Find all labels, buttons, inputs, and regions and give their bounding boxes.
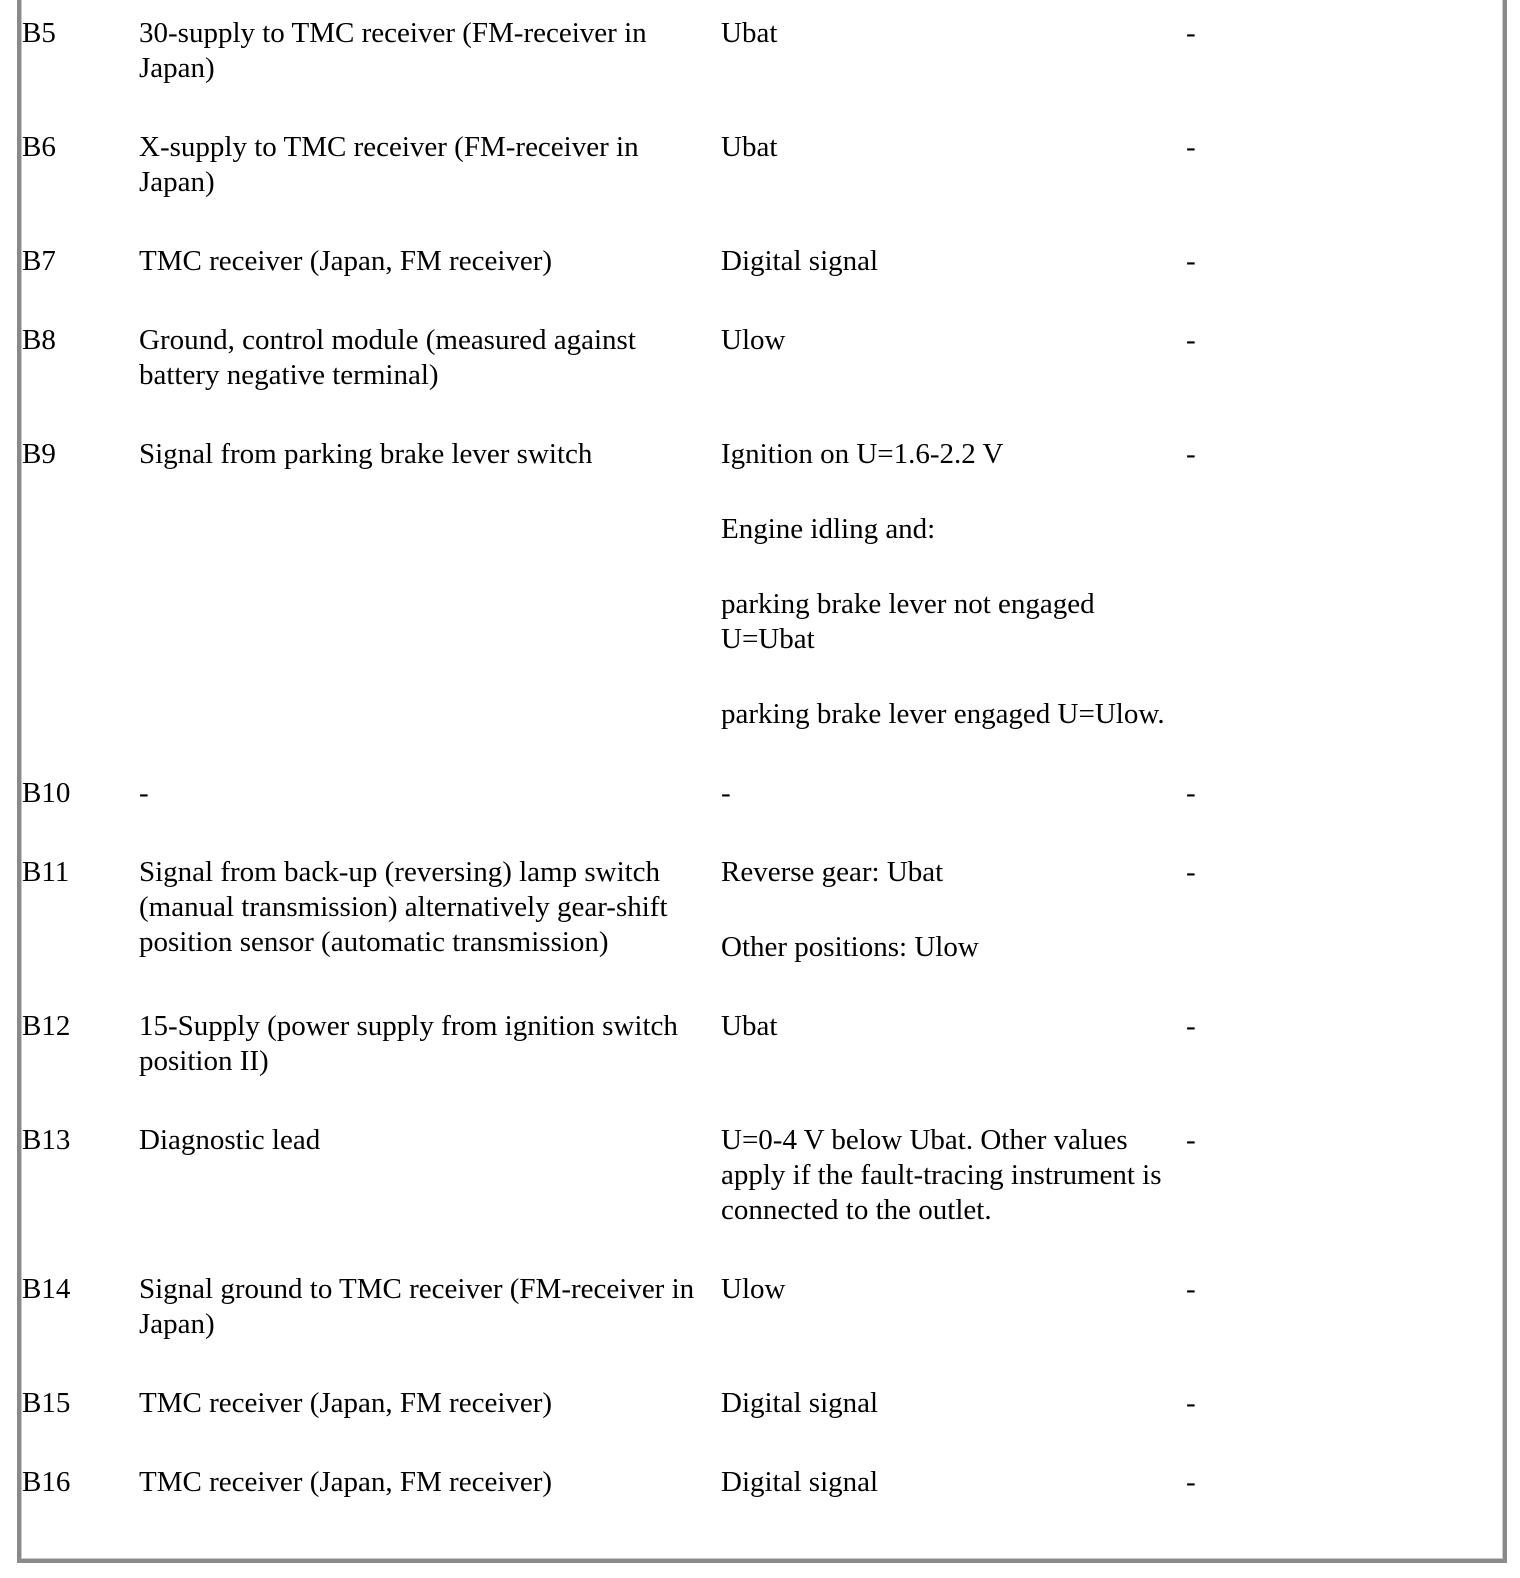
remark-cell: - <box>1186 131 1196 163</box>
value-line: Ulow <box>721 1273 786 1305</box>
pin-cell: B8 <box>22 324 56 356</box>
table-row <box>22 16 1226 86</box>
row-spacer <box>22 965 1226 1009</box>
table-row <box>22 1386 1226 1421</box>
value-line: Digital signal <box>721 1387 879 1419</box>
remark-cell: - <box>1186 1466 1196 1498</box>
value-line: parking brake lever not engaged U=Ubat <box>721 588 1095 655</box>
description-cell: Diagnostic lead <box>139 1124 321 1156</box>
remark-cell: - <box>1186 1010 1196 1042</box>
row-spacer-cell <box>22 1079 1226 1123</box>
pin-cell: B14 <box>22 1273 71 1305</box>
description-cell: Signal from parking brake lever switch <box>139 438 593 470</box>
value-cell <box>721 1272 1186 1342</box>
pin-cell: B6 <box>22 131 56 163</box>
row-spacer-cell <box>22 811 1226 855</box>
row-spacer <box>22 1342 1226 1386</box>
row-spacer-cell <box>22 279 1226 323</box>
remark-cell: - <box>1186 1124 1196 1156</box>
table-row <box>22 776 1226 811</box>
table-row <box>22 130 1226 200</box>
pin-table-body <box>22 16 1226 1500</box>
remark-cell: - <box>1186 777 1196 809</box>
value-cell <box>721 1386 1186 1421</box>
value-line: Digital signal <box>721 1466 879 1498</box>
value-line: Other positions: Ulow <box>721 931 979 963</box>
description-cell: X-supply to TMC receiver (FM-receiver in Japan) <box>139 131 639 198</box>
value-line: U=0-4 V below Ubat. Other values apply if the fault-tracing instrument is connected to the outlet. <box>721 1124 1162 1226</box>
value-line: - <box>721 777 731 809</box>
value-cell <box>721 1465 1186 1500</box>
value-cell <box>721 1123 1186 1228</box>
row-spacer <box>22 200 1226 244</box>
value-cell <box>721 1009 1186 1079</box>
table-row <box>22 437 1226 732</box>
table-row <box>22 855 1226 965</box>
remark-cell: - <box>1186 1387 1196 1419</box>
value-cell <box>721 323 1186 393</box>
value-cell <box>721 437 1186 732</box>
pin-table <box>22 16 1226 1500</box>
row-spacer-cell <box>22 393 1226 437</box>
remark-cell: - <box>1186 856 1196 888</box>
remark-cell: - <box>1186 1273 1196 1305</box>
value-line: Ignition on U=1.6-2.2 V <box>721 438 1004 470</box>
pin-cell: B5 <box>22 17 56 49</box>
table-row <box>22 1009 1226 1079</box>
value-line: Ubat <box>721 17 778 49</box>
pin-cell: B7 <box>22 245 56 277</box>
row-spacer-cell <box>22 200 1226 244</box>
remark-cell: - <box>1186 17 1196 49</box>
value-line: Ubat <box>721 131 778 163</box>
description-cell: TMC receiver (Japan, FM receiver) <box>139 245 553 277</box>
row-spacer-cell <box>22 1228 1226 1272</box>
remark-cell: - <box>1186 245 1196 277</box>
value-line: Ulow <box>721 324 786 356</box>
pin-cell: B12 <box>22 1010 71 1042</box>
row-spacer <box>22 1079 1226 1123</box>
value-cell <box>721 855 1186 965</box>
value-cell <box>721 244 1186 279</box>
row-spacer-cell <box>22 1421 1226 1465</box>
pin-cell: B15 <box>22 1387 71 1419</box>
pin-cell: B9 <box>22 438 56 470</box>
value-line: Digital signal <box>721 245 879 277</box>
pin-cell: B16 <box>22 1466 71 1498</box>
value-cell <box>721 130 1186 200</box>
description-cell: 30-supply to TMC receiver (FM-receiver in Japan) <box>139 17 647 84</box>
value-line: parking brake lever engaged U=Ulow. <box>721 698 1165 730</box>
description-cell: - <box>139 777 149 809</box>
description-cell: 15-Supply (power supply from ignition switch position II) <box>139 1010 678 1077</box>
description-cell: TMC receiver (Japan, FM receiver) <box>139 1387 553 1419</box>
table-row <box>22 1465 1226 1500</box>
pin-cell: B13 <box>22 1124 71 1156</box>
table-row <box>22 1123 1226 1228</box>
description-cell: TMC receiver (Japan, FM receiver) <box>139 1466 553 1498</box>
pin-cell: B11 <box>22 856 70 888</box>
row-spacer <box>22 732 1226 776</box>
description-cell: Signal ground to TMC receiver (FM-receiver in Japan) <box>139 1273 695 1340</box>
row-spacer-cell <box>22 732 1226 776</box>
pin-cell: B10 <box>22 777 71 809</box>
description-cell: Signal from back-up (reversing) lamp switch (manual transmission) alternatively gear-shift position sensor (automatic transmission) <box>139 856 668 958</box>
value-line: Ubat <box>721 1010 778 1042</box>
table-row <box>22 1272 1226 1342</box>
value-cell <box>721 16 1186 86</box>
row-spacer <box>22 393 1226 437</box>
description-cell: Ground, control module (measured against battery negative terminal) <box>139 324 636 391</box>
remark-cell: - <box>1186 324 1196 356</box>
value-cell <box>721 776 1186 811</box>
row-spacer <box>22 1228 1226 1272</box>
table-row <box>22 323 1226 393</box>
row-spacer <box>22 279 1226 323</box>
row-spacer-cell <box>22 1342 1226 1386</box>
row-spacer <box>22 811 1226 855</box>
row-spacer-cell <box>22 86 1226 130</box>
value-line: Engine idling and: <box>721 513 936 545</box>
row-spacer-cell <box>22 965 1226 1009</box>
row-spacer <box>22 86 1226 130</box>
value-line: Reverse gear: Ubat <box>721 856 944 888</box>
table-row <box>22 244 1226 279</box>
row-spacer <box>22 1421 1226 1465</box>
remark-cell: - <box>1186 438 1196 470</box>
